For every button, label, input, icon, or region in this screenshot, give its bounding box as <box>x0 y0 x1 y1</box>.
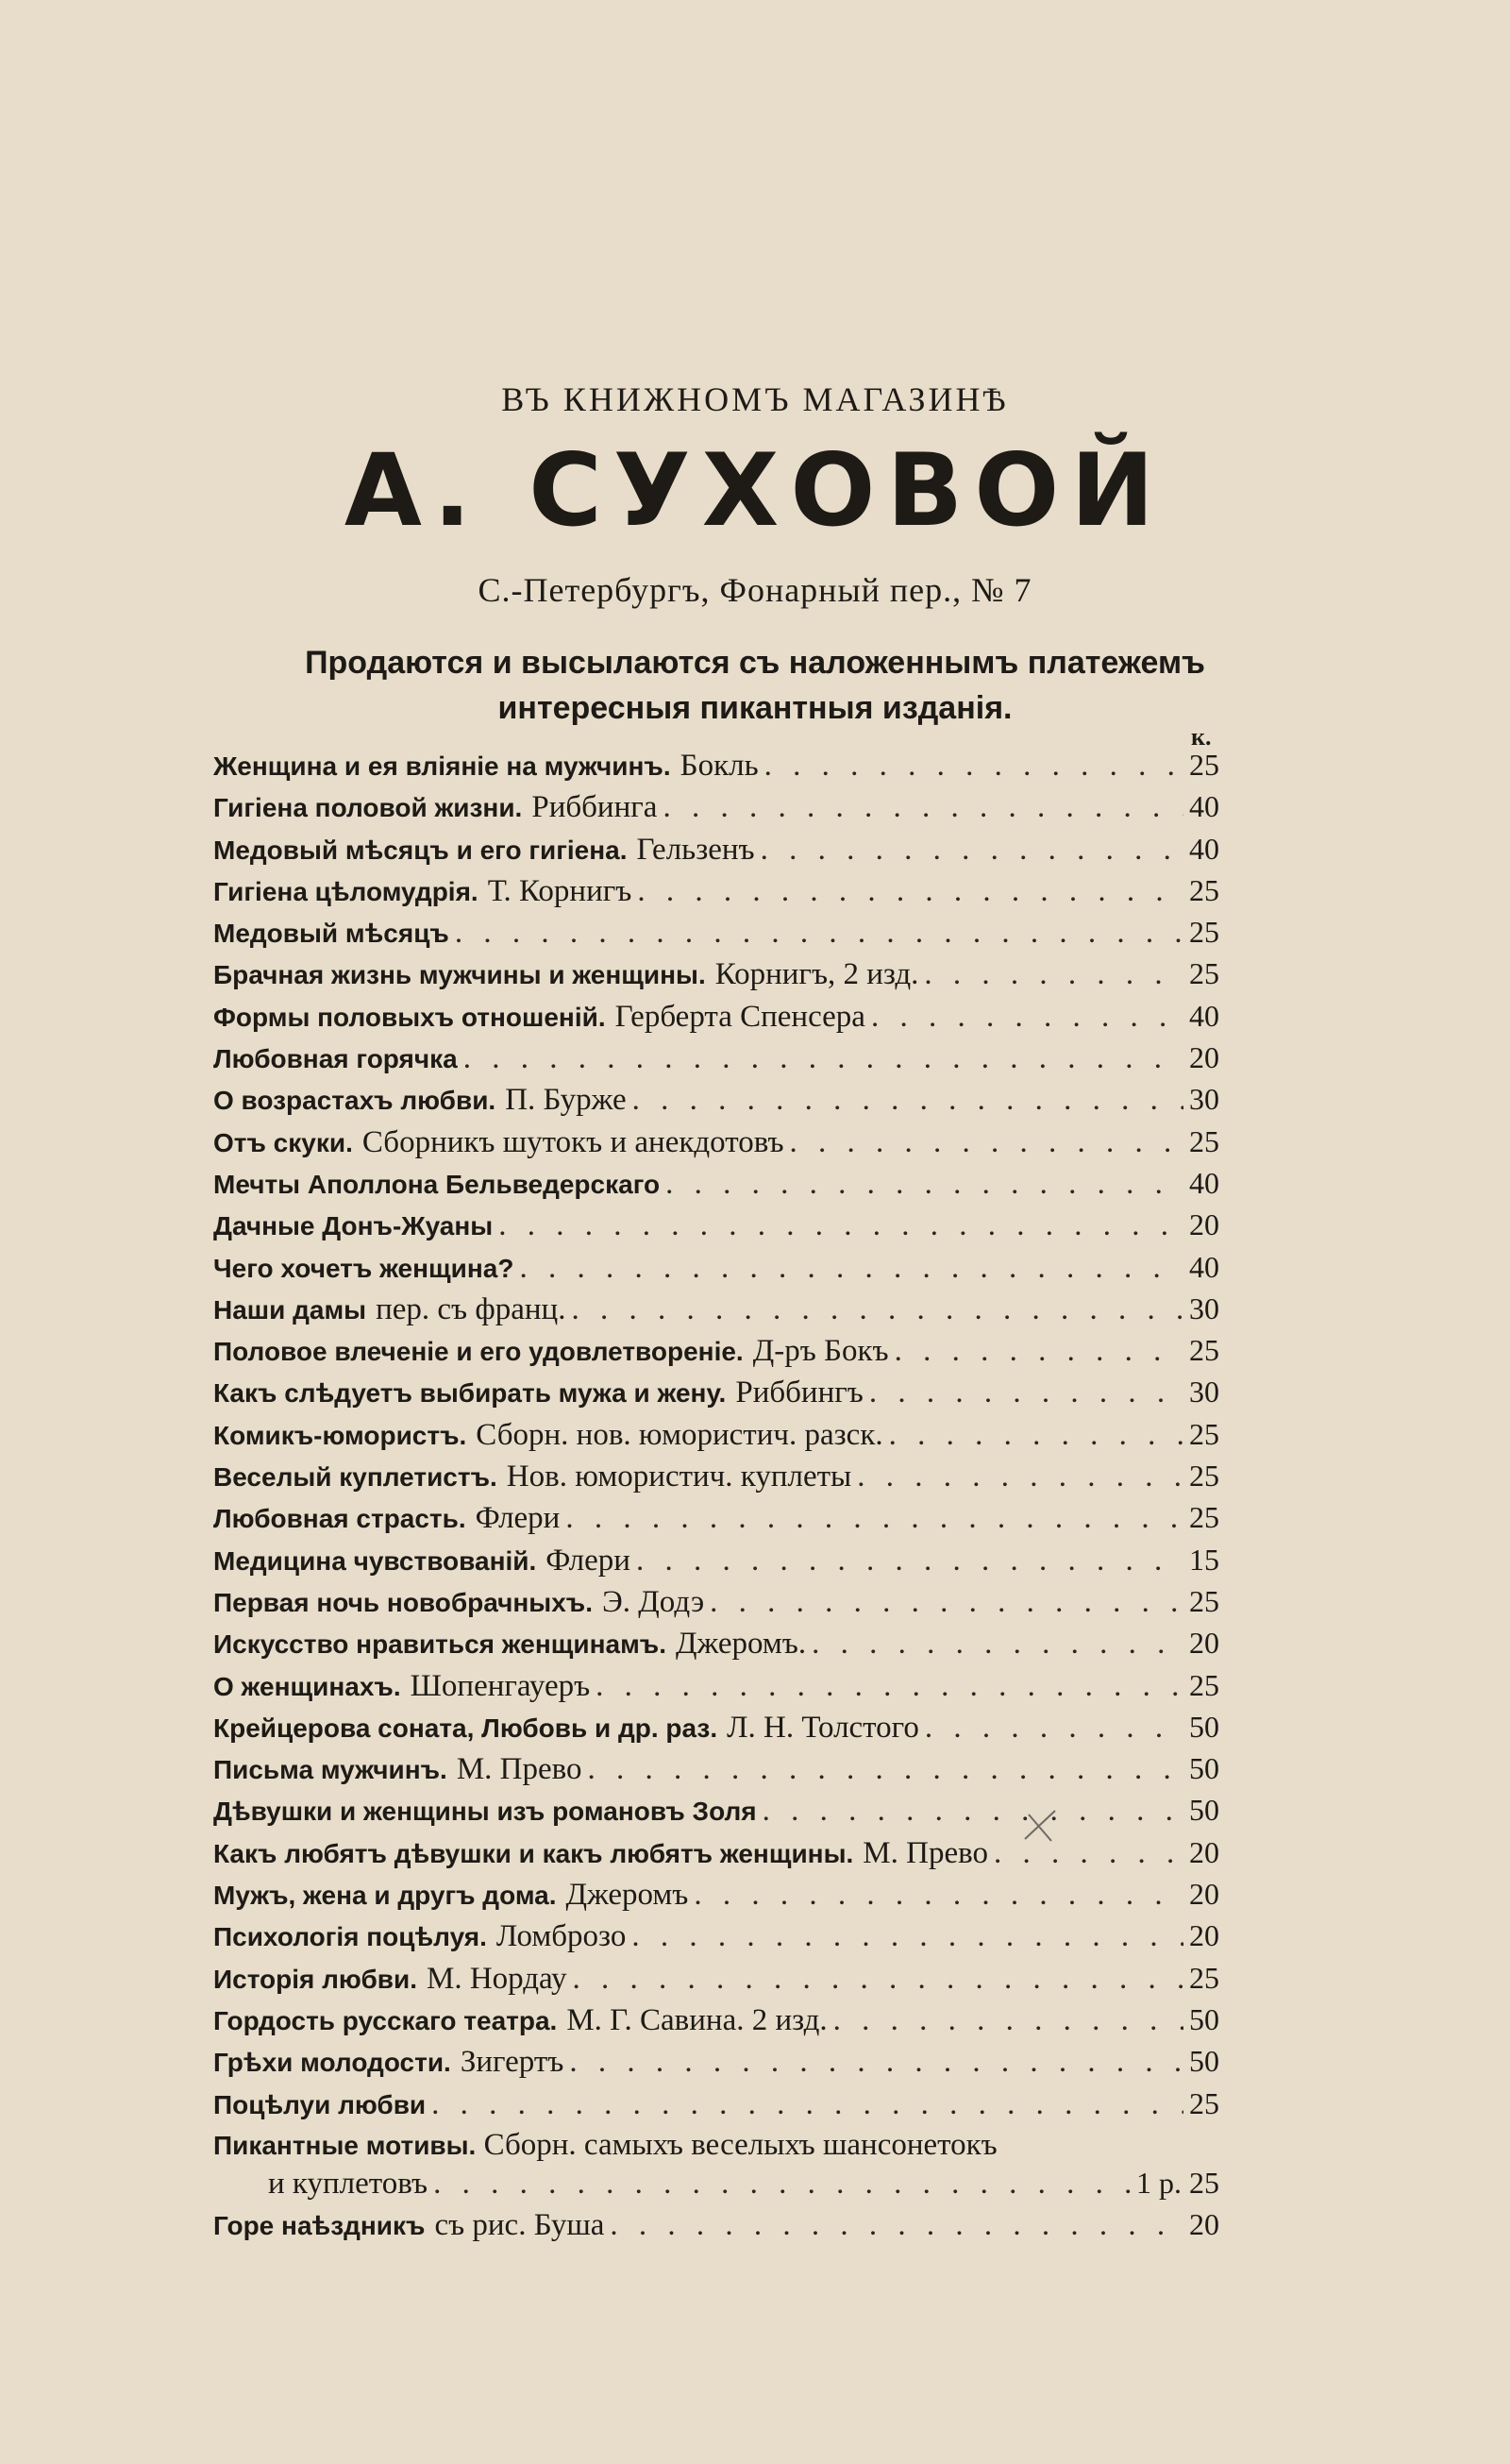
leader-dots <box>498 1208 1183 1243</box>
book-title: Поцѣлуи любви <box>213 2089 427 2119</box>
book-author: Л. Н. Толстого <box>727 1710 919 1745</box>
leader-dots <box>637 874 1183 909</box>
leader-dots <box>812 1627 1183 1662</box>
leader-dots <box>869 1375 1183 1410</box>
book-author: Бокль <box>680 749 759 783</box>
leader-dots <box>588 1752 1184 1787</box>
leader-dots <box>924 957 1183 992</box>
book-price: 25 <box>1189 748 1219 782</box>
list-item <box>213 2207 1219 2249</box>
book-author: М. Г. Савина. 2 изд. <box>566 2002 828 2037</box>
leader-dots <box>871 1000 1183 1035</box>
book-author: М. Нордау <box>426 1961 567 1996</box>
leader-dots <box>632 1083 1183 1118</box>
book-price: 25 <box>1189 1416 1219 1451</box>
list-item <box>213 1500 1219 1542</box>
book-author-continued: и куплетовъ <box>268 2166 428 2201</box>
leader-dots <box>569 2045 1183 2080</box>
book-price: 40 <box>1189 998 1219 1033</box>
book-author: Риббингъ <box>735 1375 864 1410</box>
book-title: Наши дамы <box>213 1294 367 1325</box>
intro-line-1: Продаются и высылаются съ наложеннымъ платежемъ <box>305 645 1205 681</box>
book-price: 20 <box>1189 1040 1219 1075</box>
book-price: 25 <box>1189 1123 1219 1158</box>
book-author: М. Прево <box>456 1752 582 1787</box>
book-price: 50 <box>1189 1793 1219 1828</box>
book-author: Нов. юмористич. куплеты <box>506 1460 852 1494</box>
list-item <box>213 2044 1219 2085</box>
book-title: Женщина и ея вліяніе на мужчинъ. <box>213 751 671 781</box>
book-price: 30 <box>1189 1375 1219 1409</box>
book-author: Корнигъ, 2 изд. <box>714 957 919 992</box>
book-price: 50 <box>1189 2001 1219 2036</box>
leader-dots <box>636 1544 1183 1578</box>
list-item-two-line <box>213 2128 1219 2207</box>
book-author: Э. Додэ <box>601 1584 705 1619</box>
list-item <box>213 1961 1219 2002</box>
book-price: 30 <box>1189 1291 1219 1325</box>
book-price: 40 <box>1189 789 1219 824</box>
book-author: Флери <box>475 1501 561 1536</box>
book-price: 25 <box>1189 1500 1219 1535</box>
leader-dots <box>571 1292 1183 1327</box>
book-author: Т. Корнигъ <box>487 873 632 908</box>
leader-dots <box>433 2167 1131 2202</box>
list-item <box>213 789 1219 831</box>
book-price: 20 <box>1189 2206 1219 2241</box>
list-item <box>213 2086 1219 2128</box>
book-price: 15 <box>1189 1542 1219 1577</box>
book-title: Гордость русскаго театра. <box>213 2005 558 2035</box>
book-title: Грѣхи молодости. <box>213 2048 451 2078</box>
book-title: Первая ночь новобрачныхъ. <box>213 1587 593 1617</box>
leader-dots <box>764 749 1183 784</box>
leader-dots <box>895 1334 1183 1369</box>
book-title: Гигіена цѣломудрія. <box>213 876 478 906</box>
list-item <box>213 832 1219 873</box>
book-author: пер. съ франц. <box>376 1291 566 1326</box>
book-title: Крейцерова соната, Любовь и др. раз. <box>213 1713 718 1743</box>
list-item <box>213 1291 1219 1333</box>
book-title: Чего хочетъ женщина? <box>213 1253 514 1283</box>
book-title: Психологія поцѣлуя. <box>213 1922 487 1952</box>
book-price: 20 <box>1189 1834 1219 1869</box>
book-title: Пикантные мотивы. <box>213 2130 477 2160</box>
book-author: съ рис. Буша <box>434 2207 605 2242</box>
list-item <box>213 1835 1219 1877</box>
leader-dots <box>663 790 1183 825</box>
book-author: Шопенгауеръ <box>410 1668 591 1703</box>
leader-dots <box>833 2003 1183 2038</box>
book-author: Сборн. нов. юмористич. разск. <box>476 1417 883 1452</box>
list-item <box>213 1584 1219 1626</box>
book-title: Любовная страсть. <box>213 1504 466 1534</box>
book-title: Исторія любви. <box>213 1964 417 1994</box>
book-title: Горе наѣздникъ <box>213 2210 426 2240</box>
leader-dots <box>761 833 1183 868</box>
book-author: Зигертъ <box>460 2045 564 2080</box>
book-price: 25 <box>1189 1583 1219 1618</box>
book-price: 25 <box>1189 872 1219 907</box>
list-item <box>213 1375 1219 1416</box>
book-list <box>213 748 1219 2249</box>
list-item <box>213 1333 1219 1375</box>
book-author: Д-ръ Бокъ <box>752 1334 889 1369</box>
list-item <box>213 956 1219 998</box>
list-item <box>213 1040 1219 1082</box>
book-title: Дачные Донъ-Жуаны <box>213 1211 494 1241</box>
book-author: Сборникъ шутокъ и анекдотовъ <box>361 1124 784 1159</box>
book-author: Герберта Спенсера <box>614 999 865 1034</box>
leader-dots <box>694 1878 1183 1913</box>
book-price: 50 <box>1189 1709 1219 1744</box>
book-price: 40 <box>1189 1165 1219 1200</box>
leader-dots <box>857 1460 1183 1494</box>
book-author: Риббинга <box>531 790 658 825</box>
book-title: О возрастахъ любви. <box>213 1086 496 1116</box>
leader-dots <box>610 2208 1183 2243</box>
book-price: 25 <box>1189 956 1219 991</box>
shop-name-title: А. СУХОВОЙ <box>344 432 1166 548</box>
pencil-cross-mark <box>1019 1807 1061 1845</box>
leader-dots <box>596 1669 1183 1704</box>
book-title: Мечты Аполлона Бельведерскаго <box>213 1169 661 1199</box>
book-author: Флери <box>545 1543 630 1578</box>
book-title: Дѣвушки и женщины изъ романовъ Золя <box>213 1797 757 1827</box>
book-title: О женщинахъ. <box>213 1671 401 1701</box>
book-author: Ломброзо <box>495 1919 627 1954</box>
book-price: 20 <box>1189 1207 1219 1242</box>
list-item <box>213 1918 1219 1960</box>
list-item <box>213 2002 1219 2044</box>
leader-dots <box>790 1125 1183 1160</box>
list-item <box>213 1626 1219 1667</box>
leader-dots <box>710 1585 1183 1620</box>
list-item <box>213 1751 1219 1793</box>
leader-dots <box>455 916 1183 951</box>
list-item <box>213 915 1219 956</box>
book-price: 20 <box>1189 1626 1219 1661</box>
book-title: Половое влеченіе и его удовлетвореніе. <box>213 1337 744 1367</box>
intro-line-2: интересныя пикантныя изданія. <box>497 690 1013 726</box>
book-price: 20 <box>1189 1918 1219 1953</box>
book-title: Веселый куплетистъ. <box>213 1462 497 1493</box>
book-price: 25 <box>1189 1333 1219 1368</box>
book-title: Отъ скуки. <box>213 1127 353 1157</box>
leader-dots <box>463 1041 1183 1076</box>
book-price: 25 <box>1189 2085 1219 2120</box>
list-item <box>213 1543 1219 1584</box>
book-title: Письма мужчинъ. <box>213 1755 447 1785</box>
book-price: 50 <box>1189 1751 1219 1786</box>
book-title: Медицина чувствованій. <box>213 1545 537 1576</box>
leader-dots <box>763 1794 1183 1829</box>
leader-dots <box>631 1919 1183 1954</box>
shop-address: С.-Петербургъ, Фонарный пер., № 7 <box>478 571 1032 609</box>
book-price: 25 <box>1189 915 1219 950</box>
book-title: Гигіена половой жизни. <box>213 793 523 823</box>
book-price: 25 <box>1189 1960 1219 1995</box>
leader-dots <box>565 1501 1183 1536</box>
list-item <box>213 1877 1219 1918</box>
book-author: Джеромъ. <box>676 1627 807 1662</box>
list-item <box>213 1710 1219 1751</box>
list-item <box>213 1459 1219 1500</box>
book-price: 50 <box>1189 2044 1219 2079</box>
list-item <box>213 1417 1219 1459</box>
price-unit-label: к. <box>1191 723 1212 751</box>
leader-dots <box>925 1711 1183 1746</box>
book-price: 25 <box>1189 1459 1219 1494</box>
leader-dots <box>665 1167 1183 1202</box>
list-item <box>213 1793 1219 1834</box>
shop-header-line: ВЪ КНИЖНОМЪ МАГАЗИНѢ <box>501 380 1009 418</box>
book-author: Сборн. самыхъ веселыхъ шансонетокъ <box>483 2127 998 2162</box>
book-author: М. Прево <box>863 1835 988 1870</box>
book-price: 40 <box>1189 831 1219 866</box>
book-author: П. Бурже <box>505 1083 627 1118</box>
leader-dots <box>572 1962 1183 1997</box>
list-item <box>213 1082 1219 1123</box>
book-price: 20 <box>1189 1877 1219 1912</box>
book-price: 40 <box>1189 1249 1219 1284</box>
book-title: Медовый мѣсяцъ и его гигіена. <box>213 835 628 865</box>
list-item <box>213 1668 1219 1710</box>
list-item <box>213 999 1219 1040</box>
book-title: Брачная жизнь мужчины и женщины. <box>213 960 706 990</box>
book-title: Какъ любятъ дѣвушки и какъ любятъ женщины. <box>213 1838 854 1868</box>
list-item <box>213 1250 1219 1291</box>
leader-dots <box>889 1418 1183 1453</box>
book-title: Мужъ, жена и другъ дома. <box>213 1881 557 1911</box>
list-item <box>213 873 1219 915</box>
list-item <box>213 1166 1219 1207</box>
list-item <box>213 1124 1219 1166</box>
book-title: Медовый мѣсяцъ <box>213 919 449 949</box>
book-price: 25 <box>1189 1667 1219 1702</box>
leader-dots <box>431 2087 1183 2122</box>
book-author: Гельзенъ <box>636 832 755 867</box>
list-item <box>213 748 1219 789</box>
book-title: Формы половыхъ отношеній. <box>213 1002 606 1032</box>
book-price: 30 <box>1189 1082 1219 1117</box>
book-title: Какъ слѣдуетъ выбирать мужа и жену. <box>213 1378 727 1409</box>
book-title: Искусство нравиться женщинамъ. <box>213 1629 666 1660</box>
book-title: Комикъ-юмористъ. <box>213 1420 467 1450</box>
book-price: 1 р. 25 <box>1136 2165 1219 2200</box>
leader-dots <box>519 1251 1183 1286</box>
book-author: Джеромъ <box>565 1878 689 1913</box>
list-item <box>213 1207 1219 1249</box>
book-title: Любовная горячка <box>213 1044 458 1074</box>
intro-text <box>0 640 1510 731</box>
